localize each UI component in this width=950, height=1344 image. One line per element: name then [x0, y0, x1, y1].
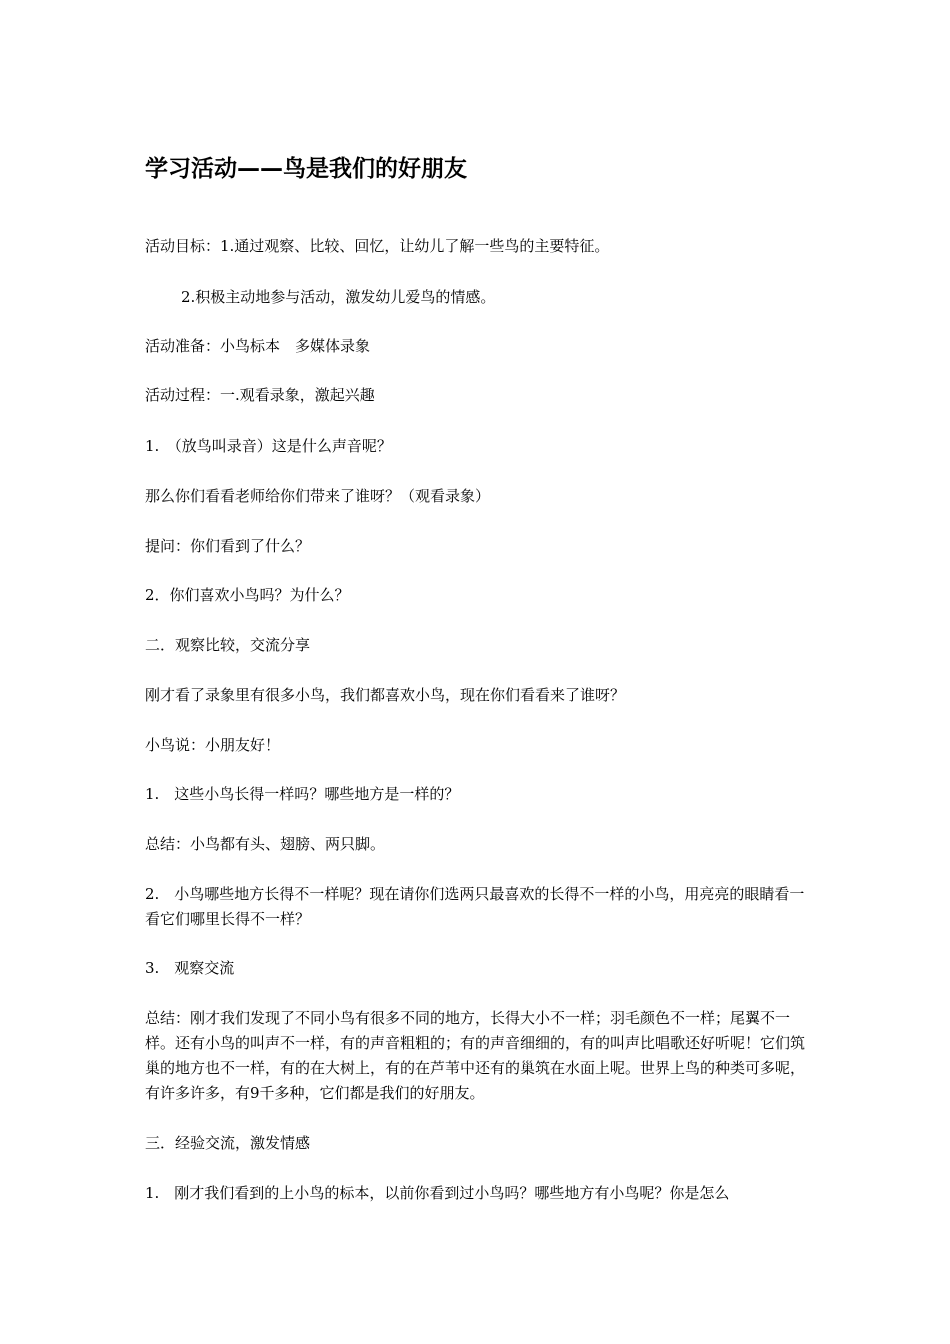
paragraph-compare-2: 2. 小鸟哪些地方长得不一样呢？现在请你们选两只最喜欢的长得不一样的小鸟，用亮亮的眼睛看一看它们哪里长得不一样？ — [145, 885, 805, 928]
paragraph-step-2: 2．你们喜欢小鸟吗？为什么？ — [145, 586, 350, 604]
paragraph-step-1: 1. （放鸟叫录音）这是什么声音呢？ — [145, 437, 392, 455]
paragraph-activity-goal: 活动目标：1.通过观察、比较、回忆，让幼儿了解一些鸟的主要特征。 — [145, 237, 610, 255]
section-heading-3: 三．经验交流，激发情感 — [145, 1134, 311, 1152]
section-heading-2: 二．观察比较，交流分享 — [145, 636, 311, 654]
paragraph-summary-1: 总结：小鸟都有头、翅膀、两只脚。 — [145, 835, 386, 853]
paragraph-preparation: 活动准备：小鸟标本 多媒体录象 — [145, 337, 371, 355]
paragraph-experience-1: 1. 刚才我们看到的上小鸟的标本，以前你看到过小鸟吗？哪些地方有小鸟呢？你是怎么 — [145, 1184, 730, 1202]
document-title: 学习活动——鸟是我们的好朋友 — [145, 156, 467, 182]
paragraph-compare-1: 1. 这些小鸟长得一样吗？哪些地方是一样的？ — [145, 785, 460, 803]
paragraph-watch-video: 那么你们看看老师给你们带来了谁呀？（观看录象） — [145, 487, 491, 505]
paragraph-question: 提问：你们看到了什么？ — [145, 537, 311, 555]
paragraph-bird-says: 小鸟说：小朋友好！ — [145, 736, 281, 754]
paragraph-intro-birds: 刚才看了录象里有很多小鸟，我们都喜欢小鸟，现在你们看看来了谁呀？ — [145, 686, 626, 704]
paragraph-observe: 3. 观察交流 — [145, 959, 235, 977]
paragraph-summary-2: 总结：刚才我们发现了不同小鸟有很多不同的地方，长得大小不一样；羽毛颜色不一样；尾翼不一样。还有小鸟的叫声不一样，有的声音粗粗的；有的声音细细的，有的叫声比唱歌还好听呢！它们筑巢的地方也不一样，有的在大树上，有的在芦苇中还有的巢筑在水面上呢。世界上鸟的种类可多呢，有许多许多，有9千多种，它们都是我们的好朋友。 — [145, 1009, 806, 1102]
paragraph-process: 活动过程：一.观看录象，激起兴趣 — [145, 386, 375, 404]
paragraph-goal-2: 2.积极主动地参与活动，激发幼儿爱鸟的情感。 — [181, 288, 496, 306]
